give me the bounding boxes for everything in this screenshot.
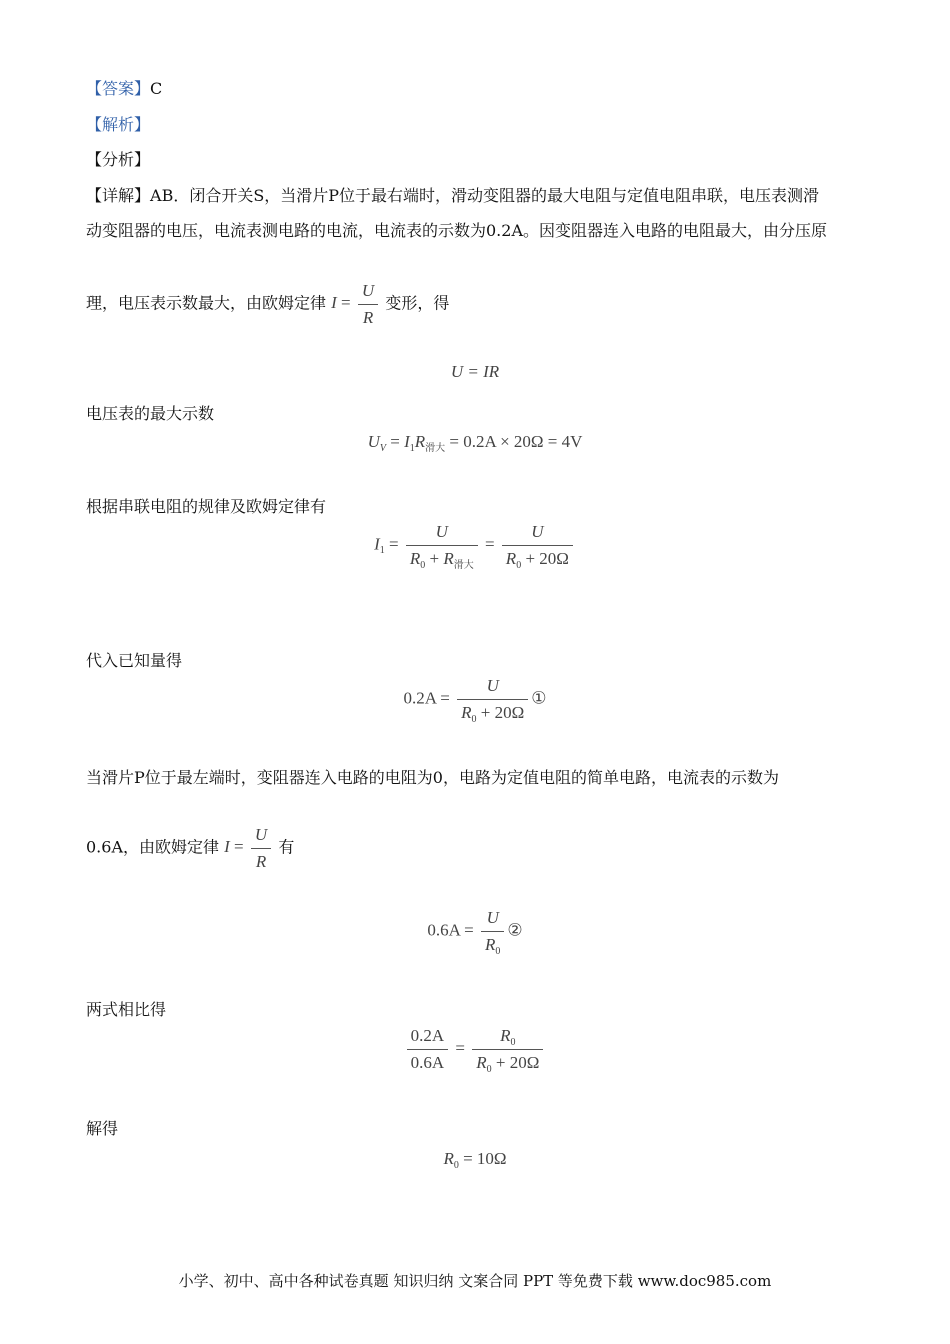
answer-tag: 【答案】 (86, 79, 151, 98)
answer-value: C (150, 79, 163, 98)
series-label: 根据串联电阻的规律及欧姆定律有 (86, 497, 327, 516)
answer-line (86, 76, 162, 99)
voltmeter-max-label: 电压表的最大示数 (86, 404, 215, 423)
ohm-law-inline-2: I = $\frac{U}{R}$ (224, 837, 278, 856)
substitute-label: 代入已知量得 (86, 651, 183, 670)
equation-2: 0.6A = $\frac{U}{R_0}$ ② (427, 908, 523, 957)
solve-label: 解得 (86, 1119, 119, 1138)
fenxi-tag: 【分析】 (86, 150, 151, 169)
left-end-line-1: 当滑片P位于最左端时，变阻器连入电路的电阻为0，电路为定值电阻的简单电路，电流表的示数为 (86, 768, 779, 787)
detail-tag: 【详解】 (86, 186, 151, 205)
footer-text: 小学、初中、高中各种试卷真题 知识归纳 文案合同 PPT 等免费下载 www.doc985.com (178, 1272, 772, 1290)
equation-r0: $R_0 = 10\Omega$ (443, 1149, 507, 1171)
compare-label: 两式相比得 (86, 1000, 167, 1019)
equation-i1: $I_1$ = $\frac{U}{R_0 + R_{滑大}}$ = $\frac{U}{R_0 + 20\Omega}$ (0, 522, 950, 569)
equation-uv: $U_V = I_1R_{滑大} = 0.2A \times 20\Omega = 4V$ (367, 432, 583, 454)
analysis-tag: 【解析】 (86, 115, 151, 134)
equation-u-ir: U = IR (450, 362, 500, 381)
detail-line-2: 动变阻器的电压，电流表测电路的电流，电流表的示数为0.2A。因变阻器连入电路的电阻最大，由分压原 (86, 221, 828, 240)
equation-1: 0.2A = $\frac{U}{R_0 + 20\Omega}$ ① (403, 676, 547, 725)
ohm-law-inline: I = $\frac{U}{R}$ (331, 293, 385, 312)
detail-line-1: 【详解】AB．闭合开关S，当滑片P位于最右端时，滑动变阻器的最大电阻与定值电阻串联，电压表测滑 (86, 186, 820, 205)
equation-ratio: $\frac{0.2A}{0.6A}$ = $\frac{R_0}{R_0 + 20\Omega}$ (0, 1026, 950, 1073)
left-end-line-2: 0.6A，由欧姆定律 I = $\frac{U}{R}$ 有 (86, 825, 295, 871)
detail-line-3: 理，电压表示数最大，由欧姆定律 I = $\frac{U}{R}$ 变形，得 (86, 281, 450, 327)
